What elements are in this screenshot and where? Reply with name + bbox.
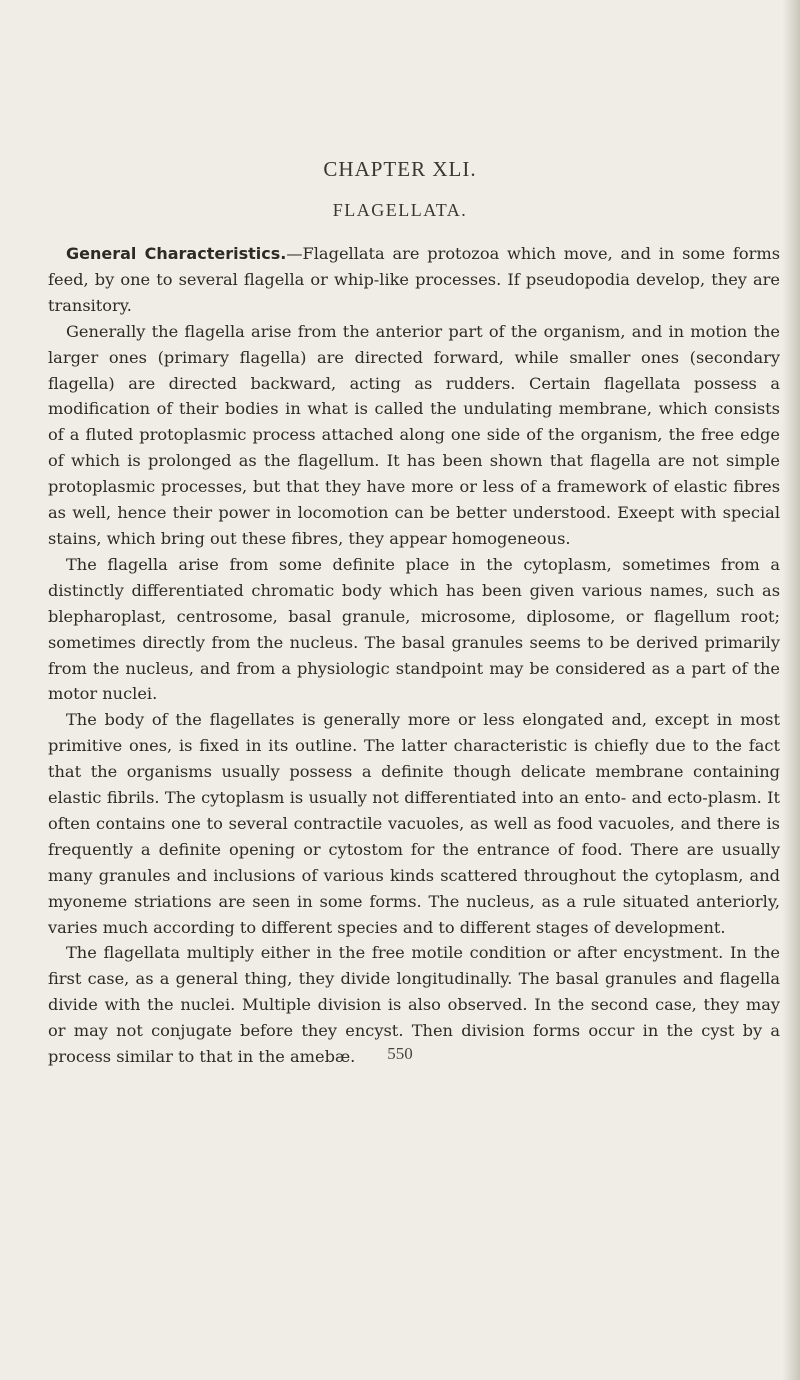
page-edge-shadow bbox=[782, 0, 800, 1380]
paragraph-text: The flagellata multiply either in the free motile condition or after encystment. In the first case, as a general thing, they divide longitudinally. The basal granules and flagella divide with the nuclei. Multiple division is also observed. In the second case, they may or may not conjugate before they encyst. Then division forms occur in the cyst by a process similar to that in the amebæ. bbox=[48, 943, 780, 1067]
paragraph-text: —Flagellata are protozoa which move, and in some forms feed, by one to several flagella or whip-like processes. If pseudopodia develop, they are transitory. bbox=[48, 244, 781, 315]
runin-heading: General Characteristics. bbox=[66, 244, 287, 263]
paragraph-flagella-origin bbox=[48, 319, 780, 552]
paragraph-general-characteristics bbox=[48, 241, 780, 319]
paragraph-text: The body of the flagellates is generally more or less elongated and, except in most primitive ones, is fixed in its outline. The latter characteristic is chiefly due to the fact that the organisms usually possess a definite though delicate membrane containing elastic fibrils. The cytoplasm is usually not differentiated into an ento- and ecto-plasm. It often contains one to several contractile vacuoles, as well as food vacuoles, and there is frequently a definite opening or cytostom for the entrance of food. There are usually many granules and inclusions of various kinds scattered throughout the cytoplasm, and myoneme striations are seen in some forms. The nucleus, as a rule situated anteriorly, varies much according to different species and to different stages of development. bbox=[48, 710, 780, 937]
paragraph-text: The flagella arise from some definite place in the cytoplasm, sometimes from a distinctly differentiated chromatic body which has been given various names, such as blepharoplast, centrosome, basal granule, microsome, diplosome, or flagellum root; sometimes directly from the nucleus. The basal granules seems to be derived primarily from the nucleus, and from a physiologic standpoint may be considered as a part of the motor nuclei. bbox=[48, 554, 780, 704]
page-number: 550 bbox=[387, 1044, 413, 1063]
paragraph-flagella-arise bbox=[48, 552, 780, 707]
paragraph-text: Generally the flagella arise from the anterior part of the organism, and in motion the larger ones (primary flagella) are directed forward, while smaller ones (secondary flagella) are directed backward, acting as rudders. Certain flagellata possess a modification of their bodies in what is called the undulating membrane, which consists of a fluted protoplasmic process attached along one side of the organism, the free edge of which is prolonged as the flagellum. It has been shown that flagella are not simple protoplasmic processes, but that they have more or less of a framework of elastic fibres as well, hence their power in locomotion can be better understood. Exeept with special stains, which bring out these fibres, they appear homogeneous. bbox=[48, 321, 780, 548]
paragraph-body-description bbox=[48, 707, 780, 940]
section-heading: FLAGELLATA. bbox=[332, 200, 468, 220]
chapter-heading: CHAPTER XLI. bbox=[323, 157, 477, 181]
body-text bbox=[48, 241, 780, 1070]
